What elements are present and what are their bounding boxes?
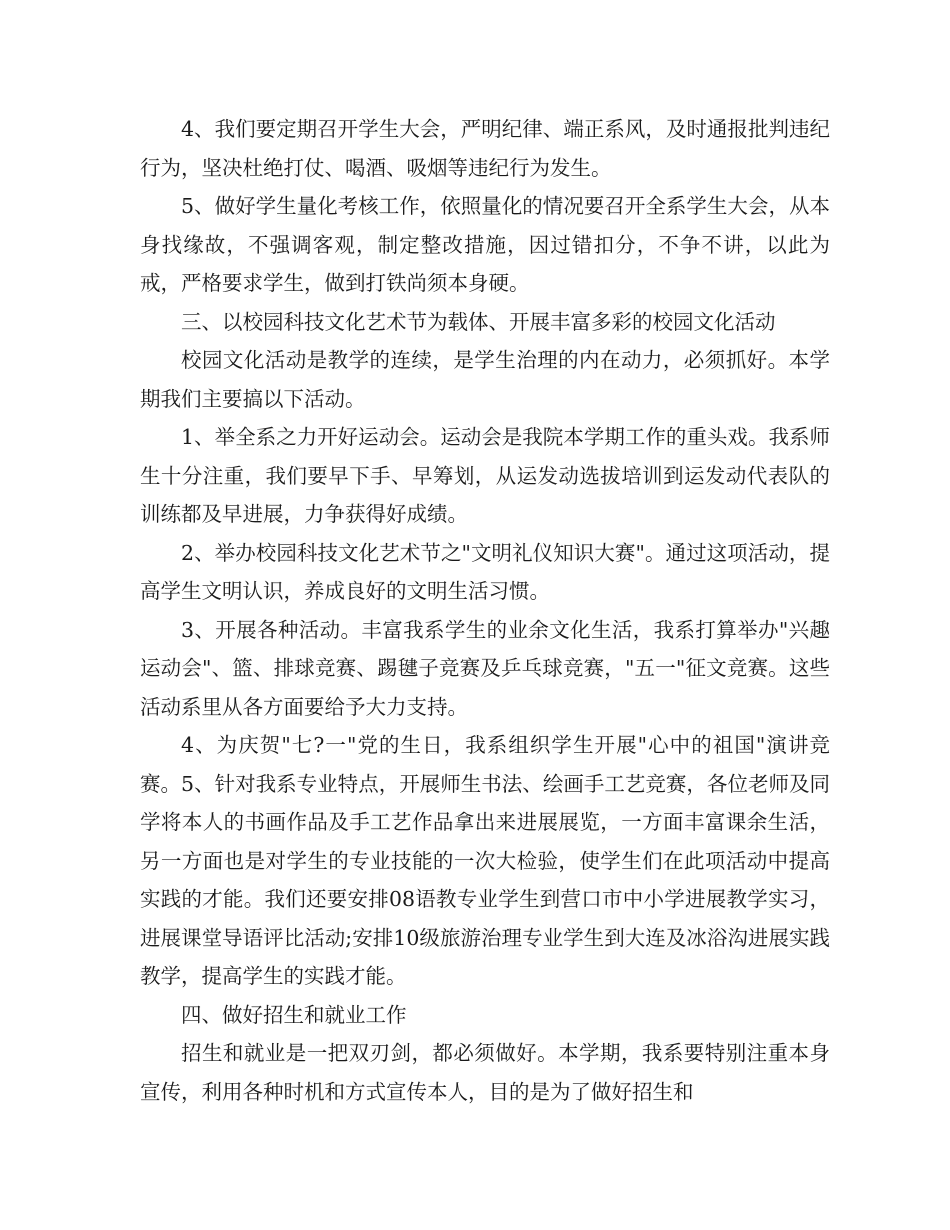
paragraph-various-activities: 3、开展各种活动。丰富我系学生的业余文化生活，我系打算举办"兴趣运动会"、篮、排球竞赛、踢毽子竞赛及乒乓球竞赛，"五一"征文竞赛。这些活动系里从各方面要给予大力支持。 <box>140 617 830 719</box>
section-heading-enrollment: 四、做好招生和就业工作 <box>181 1002 407 1027</box>
paragraph-enrollment-employment: 招生和就业是一把双刃剑，都必须做好。本学期，我系要特别注重本身宣传，利用各种时机和方式宣传本人，目的是为了做好招生和 <box>140 1041 830 1104</box>
section-heading-campus-culture: 三、以校园科技文化艺术节为载体、开展丰富多彩的校园文化活动 <box>181 309 776 334</box>
paragraph-sports-meet: 1、举全系之力开好运动会。运动会是我院本学期工作的重头戏。我系师生十分注重，我们要早下手、早筹划，从运发动选拔培训到运发动代表队的训练都及早进展，力争获得好成绩。 <box>140 425 830 526</box>
paragraph-speech-and-exhibition: 4、为庆贺"七?一"党的生日，我系组织学生开展"心中的祖国"演讲竞赛。5、针对我系专业特点，开展师生书法、绘画手工艺竞赛，各位老师及同学将本人的书画作品及手工艺作品拿出来进展展览，一方面丰富课余生活，另一方面也是对学生的专业技能的一次大检验，使学生们在此项活动中提高实践的才能。我们还要安排08语教专业学生到营口市中小学进展教学实习，进展课堂导语评比活动;安排10级旅游治理专业学生到大连及冰浴沟进展实践教学，提高学生的实践才能。 <box>140 733 830 988</box>
paragraph-culture-intro: 校园文化活动是教学的连续，是学生治理的内在动力，必须抓好。本学期我们主要搞以下活动。 <box>140 348 830 411</box>
paragraph-etiquette-contest: 2、举办校园科技文化艺术节之"文明礼仪知识大赛"。通过这项活动，提高学生文明认识，养成良好的文明生活习惯。 <box>140 540 830 603</box>
paragraph-discipline-meetings: 4、我们要定期召开学生大会，严明纪律、端正系风，及时通报批判违纪行为，坚决杜绝打仗、喝酒、吸烟等违纪行为发生。 <box>140 117 830 180</box>
paragraph-quantified-assessment: 5、做好学生量化考核工作，依照量化的情况要召开全系学生大会，从本身找缘故，不强调客观，制定整改措施，因过错扣分，不争不讲，以此为戒，严格要求学生，做到打铁尚须本身硬。 <box>140 194 830 295</box>
document-body <box>140 110 830 1111</box>
